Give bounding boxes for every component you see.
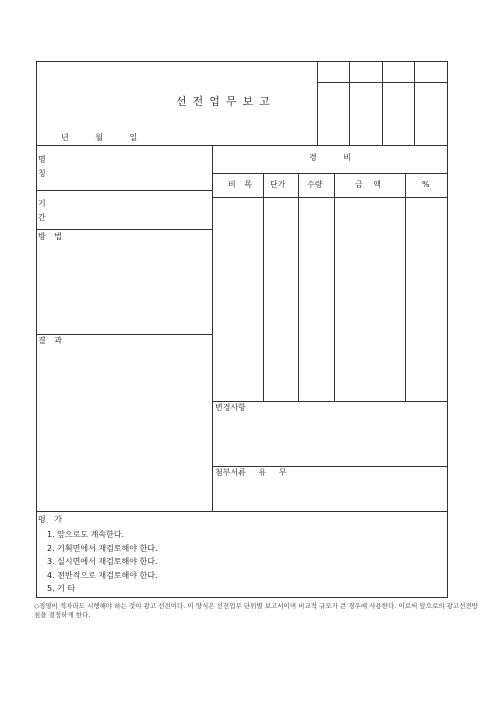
footnote: ◇경영이 적자라도 시행해야 하는 것이 광고 선전이다. 이 양식은 선전업무 단위별 보고서이며 비교적 규모가 큰 경우에 사용한다. 이로써 앞으로의 광고선전방침을 결정하게 한다. — [34, 602, 478, 619]
approval-divider — [317, 82, 448, 83]
row-divider — [36, 190, 213, 191]
expenses-col-divider — [405, 173, 406, 401]
changes-label: 변경사항 — [215, 403, 246, 412]
row-divider — [36, 229, 213, 230]
expenses-col-divider — [298, 173, 299, 401]
date-label: 년 월 일 — [61, 133, 143, 142]
expenses-col-amount: 금 액 — [355, 180, 381, 189]
expenses-col-divider — [263, 173, 264, 401]
expenses-col-percent: % — [422, 180, 430, 189]
expenses-col-unit-price: 단가 — [270, 180, 286, 189]
main-split — [212, 145, 213, 511]
eval-top — [36, 511, 448, 512]
border-right — [447, 61, 448, 598]
expenses-col-divider — [334, 173, 335, 401]
expenses-header: 경 비 — [309, 153, 351, 162]
evaluation-item: 3. 실시면에서 재검토해야 한다. — [47, 557, 158, 566]
expenses-col-quantity: 수량 — [307, 180, 323, 189]
result-label: 결 과 — [38, 336, 62, 345]
border-top — [36, 61, 448, 62]
form-title: 선전업무보고 — [176, 95, 276, 108]
approval-divider — [382, 61, 383, 145]
expenses-divider — [212, 173, 448, 174]
expenses-col-item: 비 목 — [228, 180, 252, 189]
evaluation-item: 5. 기 타 — [47, 584, 76, 593]
evaluation-label: 평 가 — [38, 515, 62, 524]
attachments-label: 첨부서류 유 무 — [215, 468, 287, 477]
name-label: 명 — [38, 155, 46, 164]
name-label: 칭 — [38, 169, 46, 178]
changes-bottom — [212, 466, 448, 467]
expenses-divider — [212, 197, 448, 198]
evaluation-item: 2. 기획면에서 재검토해야 한다. — [47, 544, 158, 553]
period-label: 간 — [38, 213, 46, 222]
expenses-bottom — [212, 401, 448, 402]
header-divider — [36, 145, 448, 146]
row-divider — [36, 334, 213, 335]
approval-divider — [317, 61, 318, 145]
method-label: 방 법 — [38, 232, 62, 241]
border-left — [36, 61, 37, 598]
period-label: 기 — [38, 199, 46, 208]
approval-divider — [414, 61, 415, 145]
approval-divider — [349, 61, 350, 145]
border-bottom — [36, 597, 448, 598]
evaluation-item: 4. 전반적으로 재검토해야 한다. — [47, 571, 158, 580]
evaluation-item: 1. 앞으로도 계속한다. — [47, 530, 125, 539]
